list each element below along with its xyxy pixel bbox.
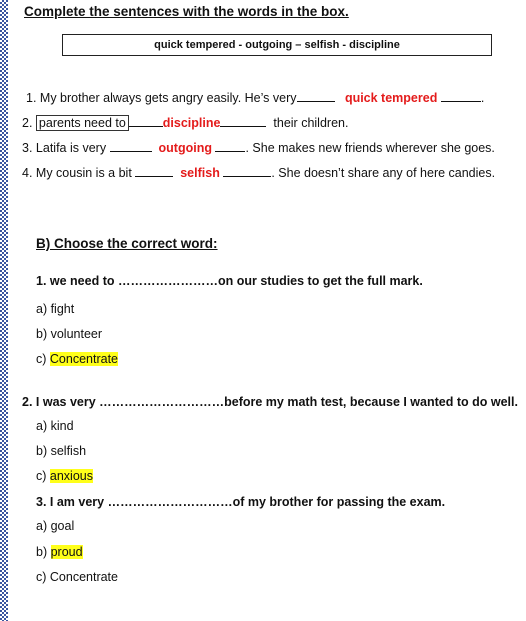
- sentence-2: 2. parents need to discipline their children.: [22, 116, 349, 130]
- sentence-1: 1. My brother always gets angry easily. He’s very quick tempered .: [26, 91, 485, 105]
- sentence-1-text: My brother always gets angry easily. He’s very: [39, 91, 297, 105]
- question-1: 1. we need to ……………………on our studies to get the full mark.: [36, 274, 423, 288]
- q2-option-b: b) selfish: [36, 444, 87, 458]
- q3-option-a: a) goal: [36, 519, 75, 533]
- q3-option-b: b) proud: [36, 545, 83, 559]
- sentence-3-text: Latifa is very: [35, 141, 107, 155]
- section-b-title: B) Choose the correct word:: [36, 236, 218, 251]
- word-box-text: quick tempered - outgoing – selfish - discipline: [154, 39, 400, 51]
- sentence-4-text: My cousin is a bit: [35, 166, 132, 180]
- q1-option-b: b) volunteer: [36, 327, 103, 341]
- word-box: [62, 34, 492, 56]
- q3-selected-answer: proud: [50, 545, 83, 559]
- question-3: 3. I am very …………………………of my brother for passing the exam.: [36, 495, 446, 509]
- decorative-page-border: [0, 0, 8, 621]
- sentence-3: 3. Latifa is very outgoing . She makes new friends wherever she goes.: [22, 141, 495, 155]
- question-2: 2. I was very …………………………before my math test, because I wanted to do well.: [22, 395, 518, 409]
- q2-option-c: c) anxious: [36, 469, 93, 483]
- sentence-4: 4. My cousin is a bit selfish . She doesn’t share any of here candies.: [22, 166, 496, 180]
- sentence-2-answer: discipline: [162, 116, 221, 130]
- q1-selected-answer: Concentrate: [49, 352, 118, 366]
- sentence-1-answer: quick tempered: [344, 91, 438, 105]
- q3-option-c: c) Concentrate: [36, 570, 118, 584]
- q1-option-a: a) fight: [36, 302, 75, 316]
- sentence-2-text: parents need to: [36, 115, 129, 131]
- sentence-3-answer: outgoing: [158, 141, 212, 155]
- q2-selected-answer: anxious: [49, 469, 93, 483]
- worksheet-title: Complete the sentences with the words in the box.: [24, 4, 349, 19]
- q1-option-c: c) Concentrate: [36, 352, 118, 366]
- q2-option-a: a) kind: [36, 419, 74, 433]
- sentence-4-answer: selfish: [180, 166, 220, 180]
